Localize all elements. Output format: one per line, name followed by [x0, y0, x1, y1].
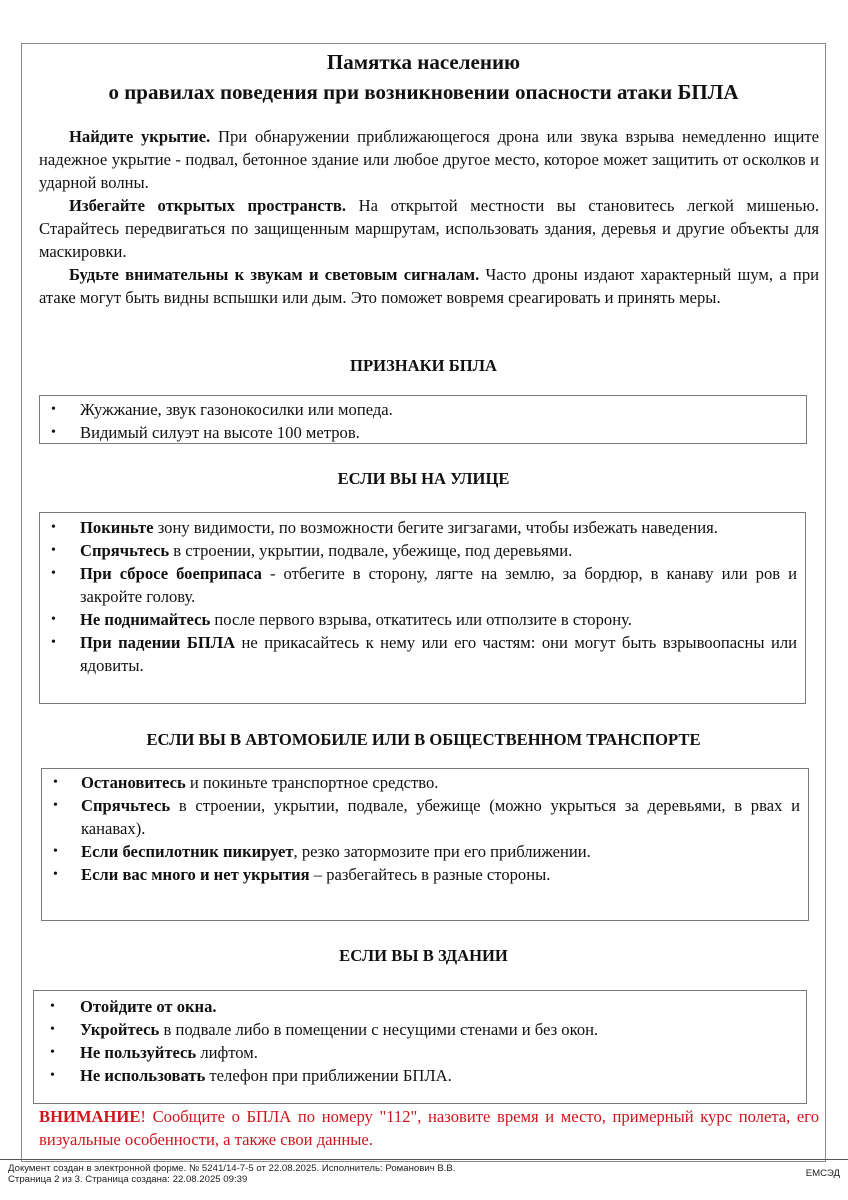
warning-label: ВНИМАНИЕ	[39, 1107, 141, 1126]
list-item	[40, 539, 805, 562]
bullet-icon: •	[51, 520, 56, 535]
bullet-icon: •	[51, 402, 56, 417]
intro-lead: Будьте внимательны к звукам и световым сигналам.	[69, 265, 480, 284]
list-item-lead: Если беспилотник пикирует	[81, 842, 294, 861]
list-item	[42, 771, 808, 794]
list-item	[40, 398, 806, 421]
bullet-icon: •	[53, 798, 58, 813]
intro-text: На открытой местности вы становитесь легкой мишенью. Старайтесь передвигаться по защищенным маршрутам, использовать здания, деревья и другие объекты для маскировки.	[39, 196, 819, 261]
bullet-icon: •	[53, 775, 58, 790]
list-item	[42, 794, 808, 840]
bullet-icon: •	[50, 999, 55, 1014]
intro-paragraph	[39, 263, 819, 309]
signs-box	[39, 395, 807, 444]
bullet-icon: •	[53, 844, 58, 859]
list-item-lead: Если вас много и нет укрытия	[81, 865, 310, 884]
list-item-lead: Остановитесь	[81, 773, 186, 792]
intro-text: При обнаружении приближающегося дрона или звука взрыва немедленно ищите надежное укрытие - подвал, бетонное здание или любое другое место, которое может защитить от осколков и ударной волны.	[39, 127, 819, 192]
vehicle-box	[41, 768, 809, 921]
section-heading-vehicle: ЕСЛИ ВЫ В АВТОМОБИЛЕ ИЛИ В ОБЩЕСТВЕННОМ ТРАНСПОРТЕ	[146, 730, 701, 749]
bullet-icon: •	[53, 867, 58, 882]
warning-note	[39, 1105, 819, 1151]
footer-page-line: Страница 2 из 3. Страница создана: 22.08.2025 09:39	[8, 1174, 248, 1185]
street-list	[40, 516, 805, 677]
list-item-text: лифтом.	[196, 1043, 258, 1062]
building-box	[33, 990, 807, 1104]
intro-paragraph	[39, 194, 819, 263]
footer-doc-line: Документ создан в электронной форме. № 5241/14-7-5 от 22.08.2025. Исполнитель: Романович В.В.	[8, 1163, 456, 1174]
list-item-text: не прикасайтесь к нему или его частям: они могут быть взрывоопасны или ядовиты.	[80, 633, 797, 675]
signs-list	[40, 398, 806, 444]
bullet-icon: •	[51, 425, 56, 440]
section-heading-signs: ПРИЗНАКИ БПЛА	[350, 356, 497, 375]
list-item	[40, 421, 806, 444]
list-item	[40, 631, 805, 677]
list-item-lead: Покиньте	[80, 518, 154, 537]
bullet-icon: •	[51, 543, 56, 558]
list-item-text: Жужжание, звук газонокосилки или мопеда.	[80, 400, 393, 419]
list-item-lead: При сбросе боеприпаса	[80, 564, 262, 583]
section-heading-building: ЕСЛИ ВЫ В ЗДАНИИ	[339, 946, 508, 965]
bullet-icon: •	[50, 1022, 55, 1037]
list-item	[34, 1018, 806, 1041]
street-box	[39, 512, 806, 704]
list-item	[34, 1041, 806, 1064]
list-item-text: телефон при приближении БПЛА.	[205, 1066, 452, 1085]
list-item-text: , резко затормозите при его приближении.	[293, 842, 591, 861]
list-item	[40, 516, 805, 539]
list-item-text: после первого взрыва, откатитесь или отползите в сторону.	[210, 610, 632, 629]
list-item-lead: Не использовать	[80, 1066, 206, 1085]
intro-lead: Найдите укрытие.	[69, 127, 211, 146]
list-item-text: в строении, укрытии, подвале, убежище (можно укрыться за деревьями, в рвах и канавах).	[81, 796, 800, 838]
intro-text: Часто дроны издают характерный шум, а при атаке могут быть видны вспышки или дым. Это поможет вовремя среагировать и принять меры.	[39, 265, 819, 307]
list-item-text: – разбегайтесь в разные стороны.	[309, 865, 551, 884]
list-item-lead: Укройтесь	[80, 1020, 160, 1039]
bullet-icon: •	[51, 612, 56, 627]
document-title: Памятка населению	[326, 50, 521, 74]
list-item	[42, 840, 808, 863]
list-item	[40, 562, 805, 608]
footer-system-label: ЕМСЭД	[805, 1168, 840, 1179]
list-item-lead: Не пользуйтесь	[80, 1043, 197, 1062]
bullet-icon: •	[50, 1068, 55, 1083]
list-item	[42, 863, 808, 886]
bullet-icon: •	[51, 566, 56, 581]
list-item-lead: Отойдите от окна.	[80, 997, 217, 1016]
footer-divider	[0, 1159, 848, 1160]
list-item	[34, 1064, 806, 1087]
list-item-text: зону видимости, по возможности бегите зигзагами, чтобы избежать наведения.	[153, 518, 718, 537]
building-list	[34, 995, 806, 1087]
list-item-text: в строении, укрытии, подвале, убежище, под деревьями.	[169, 541, 573, 560]
list-item	[40, 608, 805, 631]
list-item-text: - отбегите в сторону, лягте на землю, за бордюр, в канаву или ров и закройте голову.	[80, 564, 797, 606]
intro-paragraph	[39, 125, 819, 194]
warning-text: ! Сообщите о БПЛА по номеру "112", назовите время и место, примерный курс полета, его визуальные особенности, а также свои данные.	[39, 1107, 819, 1149]
bullet-icon: •	[51, 635, 56, 650]
footer-info	[8, 1163, 456, 1185]
list-item-lead: При падении БПЛА	[80, 633, 236, 652]
document-subtitle: о правилах поведения при возникновении опасности атаки БПЛА	[108, 80, 739, 104]
vehicle-list	[42, 771, 808, 886]
list-item-text: и покиньте транспортное средство.	[185, 773, 439, 792]
list-item-lead: Спрячьтесь	[80, 541, 170, 560]
intro-lead: Избегайте открытых пространств.	[69, 196, 347, 215]
list-item-lead: Не поднимайтесь	[80, 610, 211, 629]
list-item-text: Видимый силуэт на высоте 100 метров.	[80, 423, 360, 442]
list-item-lead: Спрячьтесь	[81, 796, 171, 815]
list-item-text: в подвале либо в помещении с несущими стенами и без окон.	[159, 1020, 599, 1039]
bullet-icon: •	[50, 1045, 55, 1060]
list-item	[34, 995, 806, 1018]
section-heading-street: ЕСЛИ ВЫ НА УЛИЦЕ	[337, 469, 510, 488]
